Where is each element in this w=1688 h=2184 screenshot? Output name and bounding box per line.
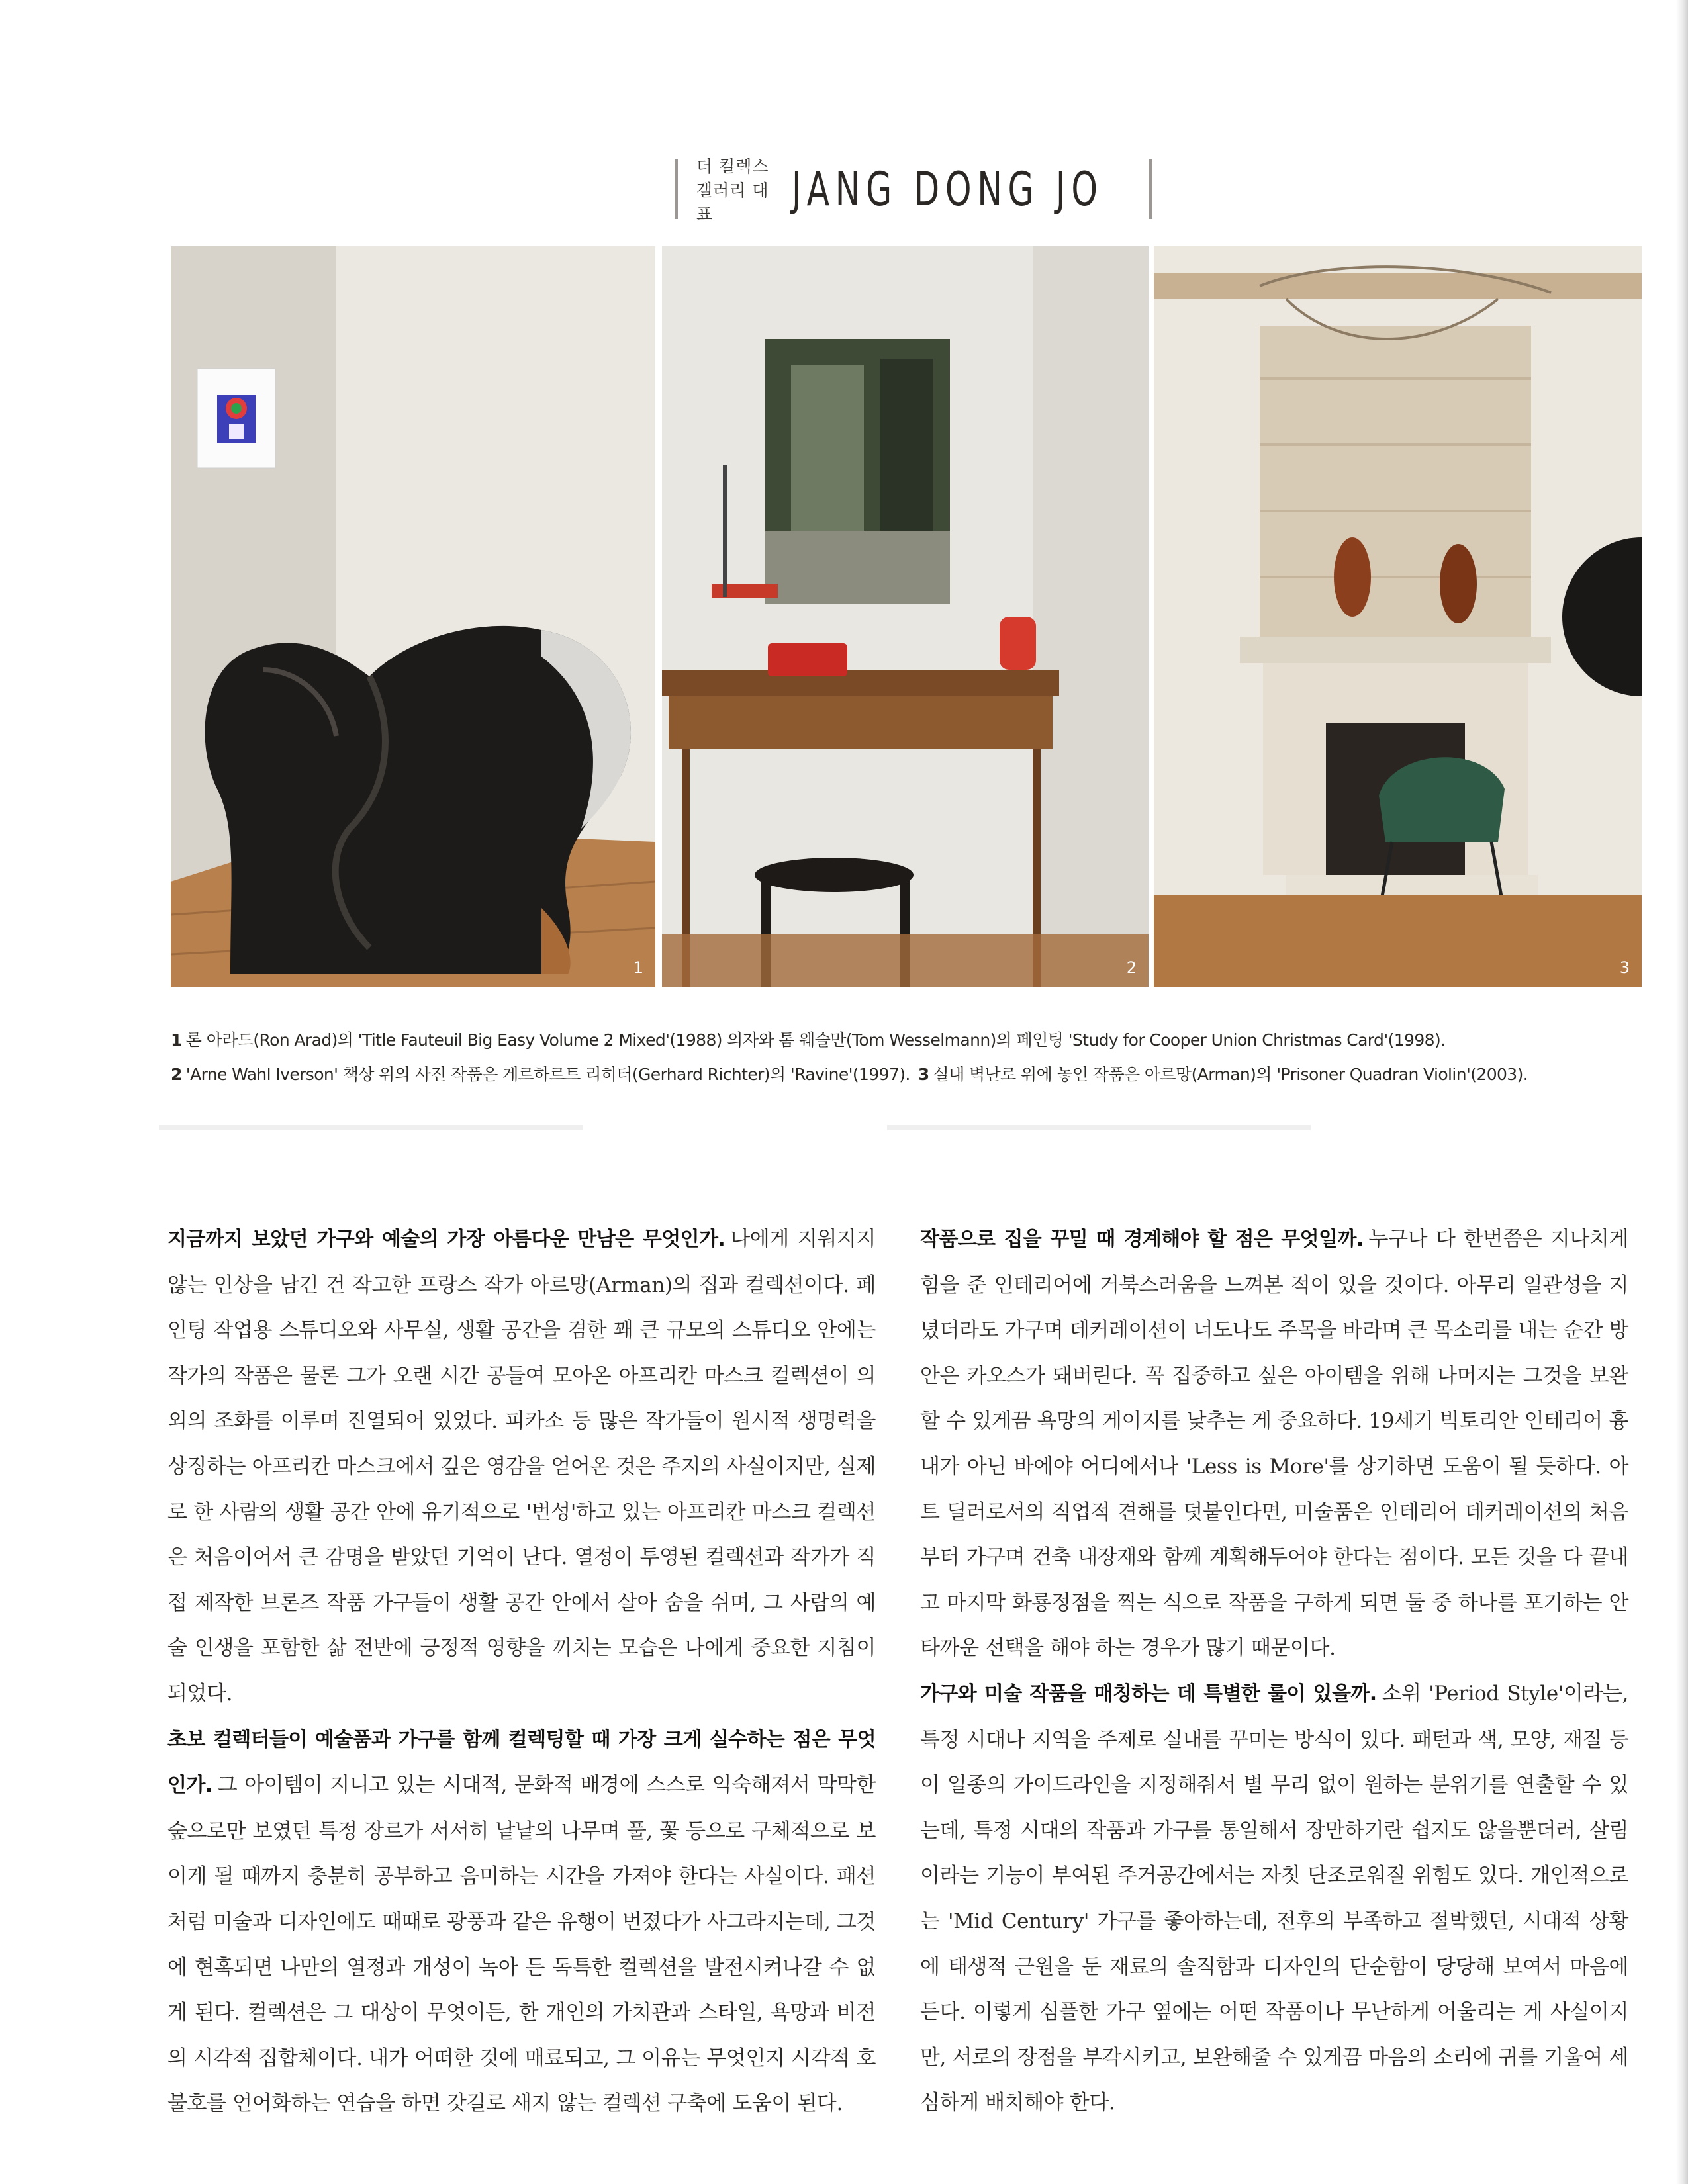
photo-1-image: [171, 246, 655, 987]
answer-4: 소위 'Period Style'이라는, 특정 시대나 지역을 주제로 실내를 꾸미는 방식이 있다. 패턴과 색, 모양, 재질 등이 일종의 가이드라인을 지정해줘서 별 무리 없이 원하는 분위기를 연출할 수 있는데, 특정 시대의 작품과 가구를 통일해서 장만하기란 쉽지도 않을뿐더러, 살림이라는 기능이 부여된 주거공간에서는 자칫 단조로워질 위험도 있다. 개인적으로는 'Mid Century' 가구를 좋아하는데, 전후의 부족하고 절박했던, 시대적 상황에 태생적 근원을 둔 재료의 솔직함과 디자인의 단순함이 당당해 보여서 마음에 든다. 이렇게 심플한 가구 옆에는 어떤 작품이나 무난하게 어울리는 게 사실이지만, 서로의 장점을 부각시키고, 보완해줄 수 있게끔 마음의 소리에 귀를 기울여 세심하게 배치해야 한다.: [920, 1681, 1628, 2115]
header-rule-right: [1149, 159, 1152, 219]
caption-text-2: 'Arne Wahl Iverson' 책상 위의 사진 작품은 게르하르트 리히터(Gerhard Richter)의 'Ravine'(1997).: [185, 1065, 910, 1084]
answer-3: 누구나 다 한번쯤은 지나치게 힘을 준 인테리어에 거북스러움을 느껴본 적이 있을 것이다. 아무리 일관성을 지녔더라도 가구며 데커레이션이 너도나도 주목을 바라며 큰 목소리를 내는 순간 방 안은 카오스가 돼버린다. 꼭 집중하고 싶은 아이템을 위해 나머지는 그것을 보완할 수 있게끔 욕망의 게이지를 낮추는 게 중요하다. 19세기 빅토리안 인테리어 흉내가 아닌 바에야 어디에서나 'Less is More'를 상기하면 도움이 될 듯하다. 아트 딜러로서의 직업적 견해를 덧붙인다면, 미술품은 인테리어 데커레이션의 처음부터 가구며 건축 내장재와 함께 계획해두어야 한다는 점이다. 모든 것을 다 끝내고 마지막 화룡정점을 찍는 식으로 작품을 구하게 되면 둘 중 하나를 포기하는 안타까운 선택을 해야 하는 경우가 많기 때문이다.: [920, 1227, 1628, 1661]
page-edge-shadow: [1676, 0, 1688, 2184]
caption-text-3: 실내 벽난로 위에 놓인 작품은 아르망(Arman)의 'Prisoner Quadran Violin'(2003).: [933, 1065, 1528, 1084]
show-through-marks: [159, 1125, 583, 1137]
qa-paragraph-1: [167, 1216, 876, 1717]
qa-paragraph-2: [167, 1717, 876, 2126]
question-2: 초보 컬렉터들이 예술품과 가구를 함께 컬렉팅할 때 가장 크게 실수하는 점은 무엇인가.: [167, 1727, 876, 1797]
photo-3-fireplace-room: [1154, 246, 1642, 987]
qa-paragraph-3: [920, 1216, 1628, 1671]
photo-3-number: 3: [1619, 958, 1630, 977]
header-rule-left: [675, 159, 678, 219]
photo-1-number: 1: [633, 958, 643, 977]
caption-text-1: 론 아라드(Ron Arad)의 'Title Fauteuil Big Easy Volume 2 Mixed'(1988) 의자와 톰 웨슬만(Tom Wesselmann)의 페인팅 'Study for Cooper Union Christmas Card'(1998).: [185, 1030, 1446, 1050]
caption-line-2: [171, 1058, 1561, 1092]
photo-1-chair-room: [171, 246, 655, 987]
article-header: [675, 157, 1152, 224]
article-column-left: [167, 1216, 876, 2126]
header-name: JANG DONG JO: [792, 162, 1103, 216]
qa-paragraph-4: [920, 1671, 1628, 2126]
photo-caption: [171, 1023, 1561, 1092]
show-through-marks: [887, 1125, 1311, 1137]
caption-number-2: 2: [171, 1065, 182, 1084]
photo-2-desk-room: [662, 246, 1149, 987]
photo-2-image: [662, 246, 1149, 987]
photo-2-number: 2: [1126, 958, 1137, 977]
question-4: 가구와 미술 작품을 매칭하는 데 특별한 룰이 있을까.: [920, 1682, 1377, 1706]
article-column-right: [920, 1216, 1628, 2126]
answer-2: 그 아이템이 지니고 있는 시대적, 문화적 배경에 스스로 익숙해져서 막막한 숲으로만 보였던 특정 장르가 서서히 낱낱의 나무며 풀, 꽃 등으로 구체적으로 보이게 될 때까지 충분히 공부하고 음미하는 시간을 가져야 한다는 사실이다. 패션처럼 미술과 디자인에도 때때로 광풍과 같은 유행이 번졌다가 사그라지는데, 그것에 현혹되면 나만의 열정과 개성이 녹아 든 독특한 컬렉션을 발전시켜나갈 수 없게 된다. 컬렉션은 그 대상이 무엇이든, 한 개인의 가치관과 스타일, 욕망과 비전의 시각적 집합체이다. 내가 어떠한 것에 매료되고, 그 이유는 무엇인지 시각적 호불호를 언어화하는 연습을 하면 갓길로 새지 않는 컬렉션 구축에 도움이 된다.: [167, 1773, 876, 2116]
answer-1: 나에게 지워지지 않는 인상을 남긴 건 작고한 프랑스 작가 아르망(Arman)의 집과 컬렉션이다. 페인팅 작업용 스튜디오와 사무실, 생활 공간을 겸한 꽤 큰 규모의 스튜디오 안에는 작가의 작품은 물론 그가 오랜 시간 공들여 모아온 아프리칸 마스크 컬렉션이 의외의 조화를 이루며 진열되어 있었다. 피카소 등 많은 작가들이 원시적 생명력을 상징하는 아프리칸 마스크에서 깊은 영감을 얻어온 것은 주지의 사실이지만, 실제로 한 사람의 생활 공간 안에 유기적으로 '번성'하고 있는 아프리칸 마스크 컬렉션은 처음이어서 큰 감명을 받았던 기억이 난다. 열정이 투영된 컬렉션과 작가가 직접 제작한 브론즈 작품 가구들이 생활 공간 안에서 살아 숨을 쉬며, 그 사람의 예술 인생을 포함한 삶 전반에 긍정적 영향을 끼치는 모습은 나에게 중요한 지침이 되었다.: [167, 1227, 876, 1706]
photo-3-image: [1154, 246, 1642, 987]
caption-number-1: 1: [171, 1030, 182, 1050]
header-subtitle: 더 컬렉스 갤러리 대표: [696, 157, 769, 224]
question-3: 작품으로 집을 꾸밀 때 경계해야 할 점은 무엇일까.: [920, 1228, 1364, 1251]
caption-line-1: [171, 1023, 1561, 1058]
question-1: 지금까지 보았던 가구와 예술의 가장 아름다운 만남은 무엇인가.: [167, 1228, 726, 1251]
caption-number-3: 3: [917, 1065, 929, 1084]
